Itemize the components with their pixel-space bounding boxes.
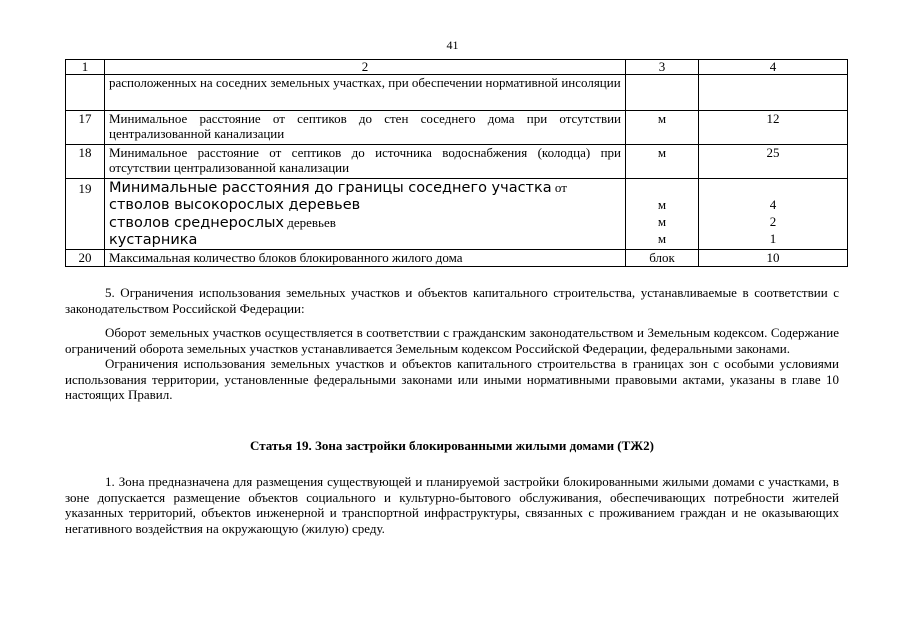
section-5 — [65, 285, 839, 403]
section-5-paragraph-2: Ограничения использования земельных участков и объектов капитального строительства в границах зон с особыми условиями использования территории, установленные федеральными законами или иными нормативными правовыми актами, указаны в главе 10 настоящих Правил. — [65, 356, 839, 402]
row-value: 10 — [699, 250, 848, 267]
row19-unit-3: м — [657, 231, 667, 246]
row-value — [699, 179, 848, 250]
row19-item-medium-trees — [109, 214, 621, 232]
row-description: расположенных на соседних земельных участках, при обеспечении нормативной инсоляции — [105, 75, 626, 111]
row19-title — [109, 179, 621, 197]
table-row-18 — [66, 145, 848, 179]
row19-item-medium-main: стволов среднерослых — [109, 215, 284, 231]
article-heading: Статья 19. Зона застройки блокированными жилыми домами (ТЖ2) — [250, 438, 654, 453]
row19-unit-2: м — [657, 214, 667, 229]
row19-item-tall-trees: стволов высокорослых деревьев — [109, 197, 361, 213]
row19-title-main: Минимальные расстояния до границы соседнего участка — [109, 180, 552, 196]
row19-value-1: 4 — [769, 197, 777, 212]
row-number: 17 — [66, 111, 105, 145]
row-number: 19 — [66, 179, 105, 250]
row-number: 18 — [66, 145, 105, 179]
row19-value-3: 1 — [769, 231, 777, 246]
row-unit: м — [626, 145, 699, 179]
row-description: Минимальное расстояние от септиков до источника водоснабжения (колодца) при отсутствии централизованной канализации — [105, 145, 626, 179]
row19-unit-1: м — [657, 197, 667, 212]
row19-item-shrubs: кустарника — [109, 232, 198, 248]
row19-title-tail: от — [551, 180, 567, 195]
row-value: 12 — [699, 111, 848, 145]
header-cell-3: 3 — [626, 60, 699, 75]
row-unit — [626, 75, 699, 111]
header-cell-4: 4 — [699, 60, 848, 75]
table-row-continuation — [66, 75, 848, 111]
table-row-17 — [66, 111, 848, 145]
row-number: 20 — [66, 250, 105, 267]
table-row-20 — [66, 250, 848, 267]
row-unit: блок — [626, 250, 699, 267]
row-description — [105, 179, 626, 250]
row-value — [699, 75, 848, 111]
page-number: 41 — [446, 38, 459, 52]
header-cell-2: 2 — [105, 60, 626, 75]
regulations-table — [65, 59, 848, 267]
section-5-title: 5. Ограничения использования земельных участков и объектов капитального строительства, устанавливаемые в соответствии с законодательством Российской Федерации: — [65, 285, 839, 316]
row-description: Минимальное расстояние от септиков до стен соседнего дома при отсутствии централизованной канализации — [105, 111, 626, 145]
row-unit: м — [626, 111, 699, 145]
row19-item-medium-tail: деревьев — [284, 215, 336, 230]
table-row-19 — [66, 179, 848, 250]
section-5-paragraph-1: Оборот земельных участков осуществляется в соответствии с гражданским законодательством и Земельным кодексом. Содержание ограничений оборота земельных участков устанавливается Земельным кодексом Российской Федерации, федеральными законами. — [65, 325, 839, 356]
row-value: 25 — [699, 145, 848, 179]
row19-value-2: 2 — [769, 214, 777, 229]
article-paragraph-1: 1. Зона предназначена для размещения существующей и планируемой застройки блокированными жилыми домами с участками, в зоне допускается размещение объектов социального и культурно-бытового обслуживания, обеспечивающих потребности жителей указанных территорий, объектов инженерной и транспортной инфраструктуры, связанных с проживанием граждан и не оказывающих негативного воздействия на окружающую (жилую) среду. — [65, 474, 839, 536]
article-body — [65, 474, 839, 536]
row-description: Максимальная количество блоков блокированного жилого дома — [105, 250, 626, 267]
row-unit — [626, 179, 699, 250]
table-header-row — [66, 60, 848, 75]
row-number — [66, 75, 105, 111]
header-cell-1: 1 — [66, 60, 105, 75]
